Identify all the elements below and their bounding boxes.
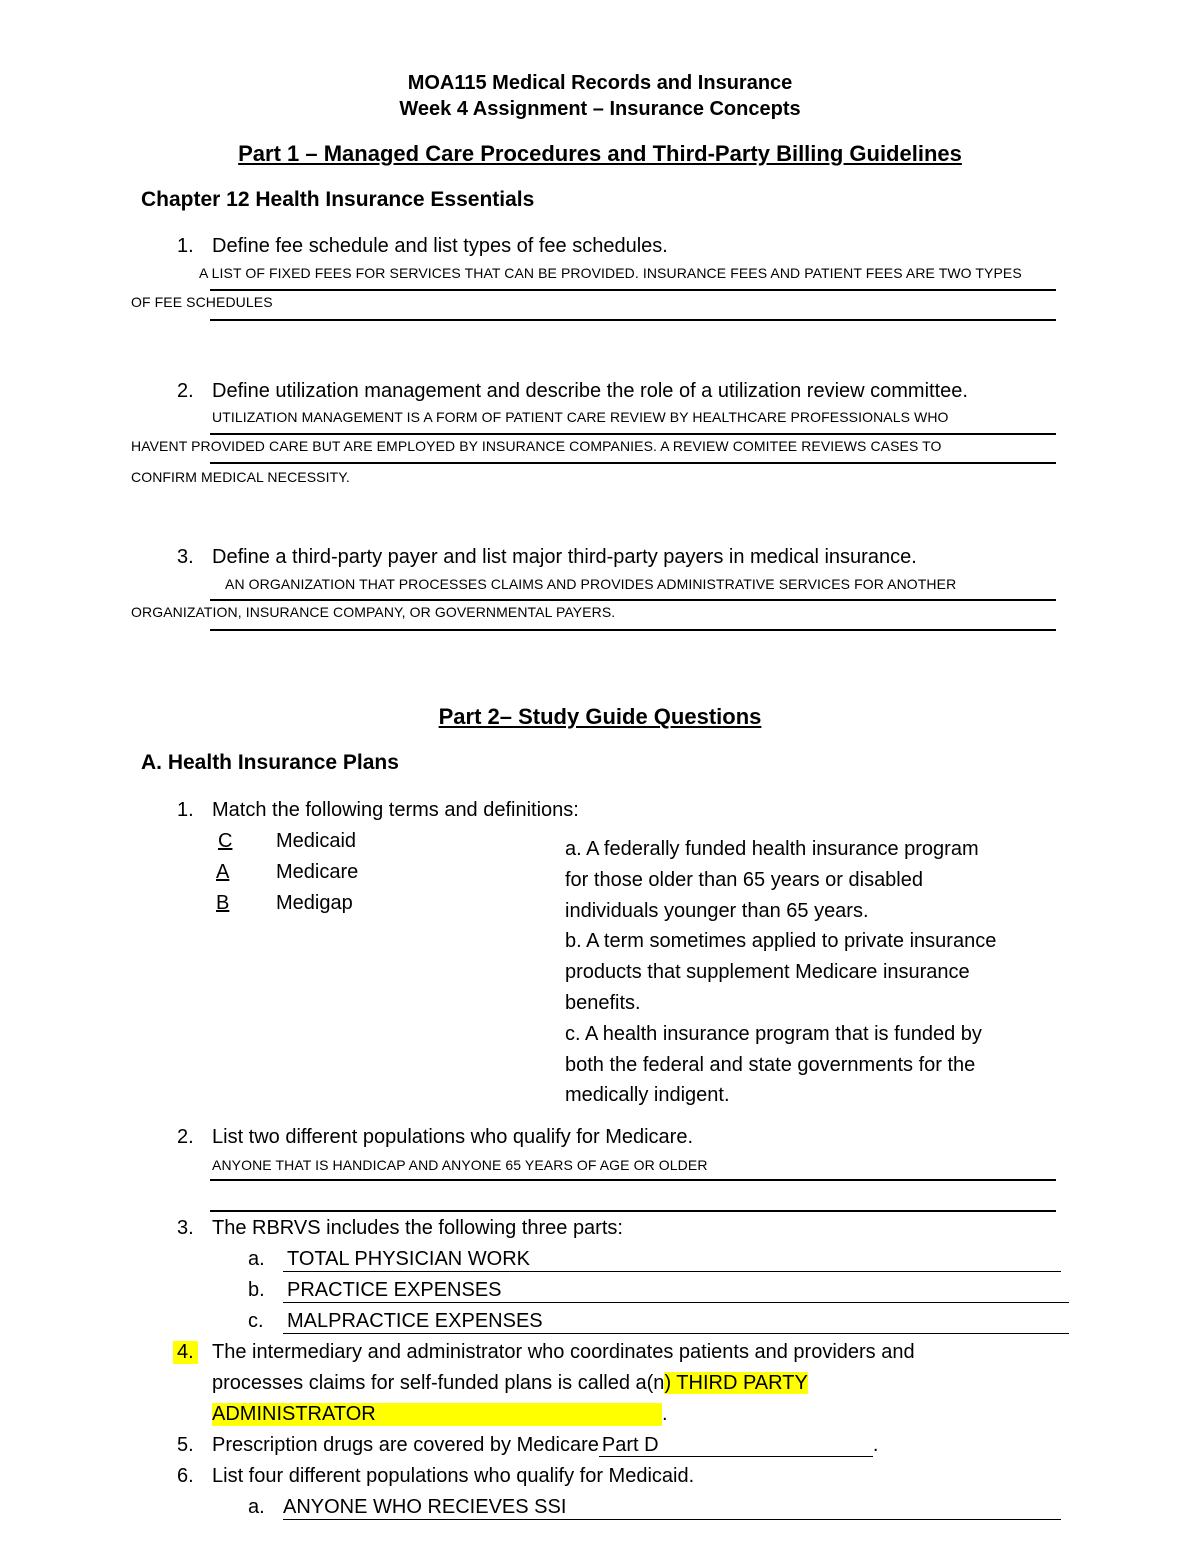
- definition-line: both the federal and state governments for the: [565, 1053, 976, 1076]
- question-number: 3.: [177, 546, 194, 568]
- question-text-main: Prescription drugs are covered by Medicare: [212, 1434, 599, 1456]
- question-end: .: [662, 1403, 668, 1425]
- question-text: List two different populations who qualify for Medicare.: [212, 1126, 694, 1148]
- definition-line: products that supplement Medicare insurance: [565, 961, 970, 984]
- match-term: Medigap: [276, 892, 353, 914]
- rbrvs-letter: a.: [248, 1248, 265, 1270]
- answer-rule: [210, 1179, 1056, 1181]
- chapter-title: Chapter 12 Health Insurance Essentials: [141, 188, 535, 211]
- course-title: MOA115 Medical Records and Insurance: [407, 72, 793, 94]
- medicaid-answer: ANYONE WHO RECIEVES SSI: [283, 1496, 567, 1518]
- highlighted-answer: ) THIRD PARTY: [664, 1372, 808, 1394]
- assignment-title: Week 4 Assignment – Insurance Concepts: [399, 98, 801, 120]
- match-term-row: [212, 830, 356, 853]
- question-text: Define utilization management and describe the role of a utilization review committee.: [212, 380, 968, 402]
- rbrvs-answer: PRACTICE EXPENSES: [287, 1279, 502, 1301]
- answer-rule: [210, 289, 1056, 291]
- definition-line: medically indigent.: [565, 1084, 730, 1107]
- part1-title: Part 1 – Managed Care Procedures and Third-Party Billing Guidelines: [238, 141, 962, 166]
- answer-rule: [210, 319, 1056, 321]
- answer-rule: [283, 1302, 1069, 1303]
- answer-rule: [210, 433, 1056, 435]
- section-title: A. Health Insurance Plans: [141, 751, 399, 774]
- match-answer: A: [216, 861, 230, 883]
- question-number: 4.: [173, 1341, 198, 1364]
- question-number: 6.: [177, 1465, 194, 1487]
- answer-line: AN ORGANIZATION THAT PROCESSES CLAIMS AND PROVIDES ADMINISTRATIVE SERVICES FOR ANOTHER: [225, 576, 957, 592]
- question-number: 2.: [177, 380, 194, 402]
- answer-line: HAVENT PROVIDED CARE BUT ARE EMPLOYED BY INSURANCE COMPANIES. A REVIEW COMITEE REVIEWS CASES TO: [131, 438, 942, 454]
- definition-line: benefits.: [565, 991, 641, 1014]
- rbrvs-letter: c.: [248, 1310, 264, 1332]
- definition-line: c. A health insurance program that is funded by: [565, 1022, 982, 1045]
- answer-rule: [210, 599, 1056, 601]
- definition-line: individuals younger than 65 years.: [565, 899, 869, 922]
- definition-line: for those older than 65 years or disabled: [565, 868, 923, 891]
- definition-line: a. A federally funded health insurance program: [565, 838, 979, 860]
- answer-line: A LIST OF FIXED FEES FOR SERVICES THAT CAN BE PROVIDED. INSURANCE FEES AND PATIENT FEES ARE TWO TYPES: [199, 265, 1022, 281]
- match-answer: C: [218, 830, 233, 852]
- question-text: The RBRVS includes the following three parts:: [212, 1217, 623, 1239]
- answer-rule: [283, 1519, 1061, 1520]
- question-text: [212, 1403, 668, 1426]
- answer-line: CONFIRM MEDICAL NECESSITY.: [131, 469, 350, 485]
- question-number: 5.: [177, 1434, 194, 1456]
- answer-rule: [283, 1333, 1069, 1334]
- rbrvs-answer: TOTAL PHYSICIAN WORK: [287, 1248, 530, 1270]
- rbrvs-answer: MALPRACTICE EXPENSES: [287, 1310, 543, 1332]
- question-number: 2.: [177, 1126, 194, 1148]
- rbrvs-letter: b.: [248, 1279, 265, 1301]
- answer-rule: [210, 1210, 1056, 1212]
- question-text: The intermediary and administrator who coordinates patients and providers and: [212, 1341, 915, 1363]
- question-text: List four different populations who qualify for Medicaid.: [212, 1465, 695, 1487]
- question-text: Define fee schedule and list types of fee schedules.: [212, 235, 668, 257]
- match-term-row: [212, 861, 358, 884]
- match-term-row: [212, 892, 353, 915]
- question-number: 3.: [177, 1217, 194, 1239]
- definitions-block: [565, 834, 996, 1111]
- match-term: Medicaid: [276, 830, 357, 852]
- highlighted-answer: ADMINISTRATOR: [212, 1403, 662, 1426]
- question-end: .: [872, 1434, 879, 1456]
- question-number: 1.: [177, 235, 194, 257]
- match-answer: B: [216, 892, 230, 914]
- answer-rule: [210, 462, 1056, 464]
- question-number: 1.: [177, 799, 194, 821]
- answer-line: OF FEE SCHEDULES: [131, 294, 273, 310]
- answer-line: ORGANIZATION, INSURANCE COMPANY, OR GOVERNMENTAL PAYERS.: [131, 604, 616, 620]
- question-text: [212, 1372, 808, 1395]
- answer-line: UTILIZATION MANAGEMENT IS A FORM OF PATIENT CARE REVIEW BY HEALTHCARE PROFESSIONALS WHO: [212, 409, 949, 425]
- question-text-prefix: processes claims for self-funded plans is called a(n: [212, 1372, 665, 1394]
- answer-rule: [283, 1271, 1061, 1272]
- medicaid-letter: a.: [248, 1496, 265, 1518]
- question-text: Match the following terms and definitions:: [212, 799, 579, 821]
- definition-line: b. A term sometimes applied to private insurance: [565, 930, 997, 953]
- question-text: Define a third-party payer and list major third-party payers in medical insurance.: [212, 546, 917, 568]
- answer-rule: [210, 629, 1056, 631]
- match-term: Medicare: [276, 861, 359, 883]
- part2-title: Part 2– Study Guide Questions: [438, 704, 762, 729]
- question-text: [212, 1434, 878, 1457]
- answer-line: ANYONE THAT IS HANDICAP AND ANYONE 65 YEARS OF AGE OR OLDER: [212, 1157, 708, 1173]
- answer-blank: Part D: [599, 1434, 873, 1457]
